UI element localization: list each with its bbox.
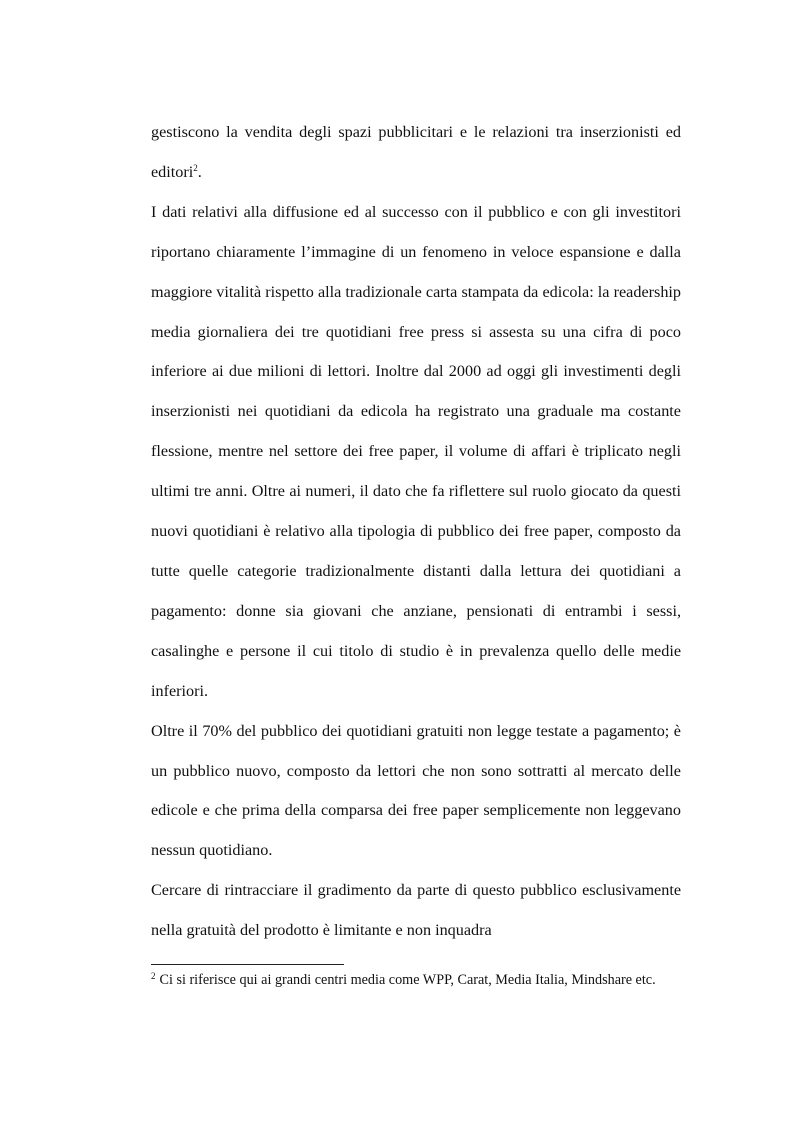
footnote-number: 2 xyxy=(151,971,156,981)
footnote-reference: 2 xyxy=(193,162,198,173)
paragraph-3: Oltre il 70% del pubblico dei quotidiani gratuiti non legge testate a pagamento; è un pubblico nuovo, composto da lettori che non sono sottratti al mercato delle edicole e che prima della comparsa dei free paper semplicemente non leggevano nessun quotidiano. xyxy=(151,721,681,860)
footnote xyxy=(151,970,681,990)
paragraph-2: I dati relativi alla diffusione ed al successo con il pubblico e con gli investitori riportano chiaramente l’immagine di un fenomeno in veloce espansione e dalla maggiore vitalità rispetto alla tradizionale carta stampata da edicola: la readership media giornaliera dei tre quotidiani free press si assesta su una cifra di poco inferiore ai due milioni di lettori. Inoltre dal 2000 ad oggi gli investimenti degli inserzionisti nei quotidiani da edicola ha registrato una graduale ma costante flessione, mentre nel settore dei free paper, il volume di affari è triplicato negli ultimi tre anni. Oltre ai numeri, il dato che fa riflettere sul ruolo giocato da questi nuovi quotidiani è relativo alla tipologia di pubblico dei free paper, composto da tutte quelle categorie tradizionalmente distanti dalla lettura dei quotidiani a pagamento: donne sia giovani che anziane, pensionati di entrambi i sessi, casalinghe e persone il cui titolo di studio è in prevalenza quello delle medie inferiori. xyxy=(151,202,681,700)
footnote-separator xyxy=(151,964,344,965)
paragraph-4: Cercare di rintracciare il gradimento da parte di questo pubblico esclusivamente nella gratuità del prodotto è limitante e non inquadra xyxy=(151,881,681,940)
body-text xyxy=(151,113,681,951)
paragraph-1-end: . xyxy=(197,162,202,181)
paragraph-1 xyxy=(151,113,681,193)
paragraph-1-text: gestiscono la vendita degli spazi pubblicitari e le relazioni tra inserzionisti ed editori xyxy=(151,123,681,181)
footnote-text: Ci si riferisce qui ai grandi centri media come WPP, Carat, Media Italia, Mindshare etc. xyxy=(159,972,656,988)
